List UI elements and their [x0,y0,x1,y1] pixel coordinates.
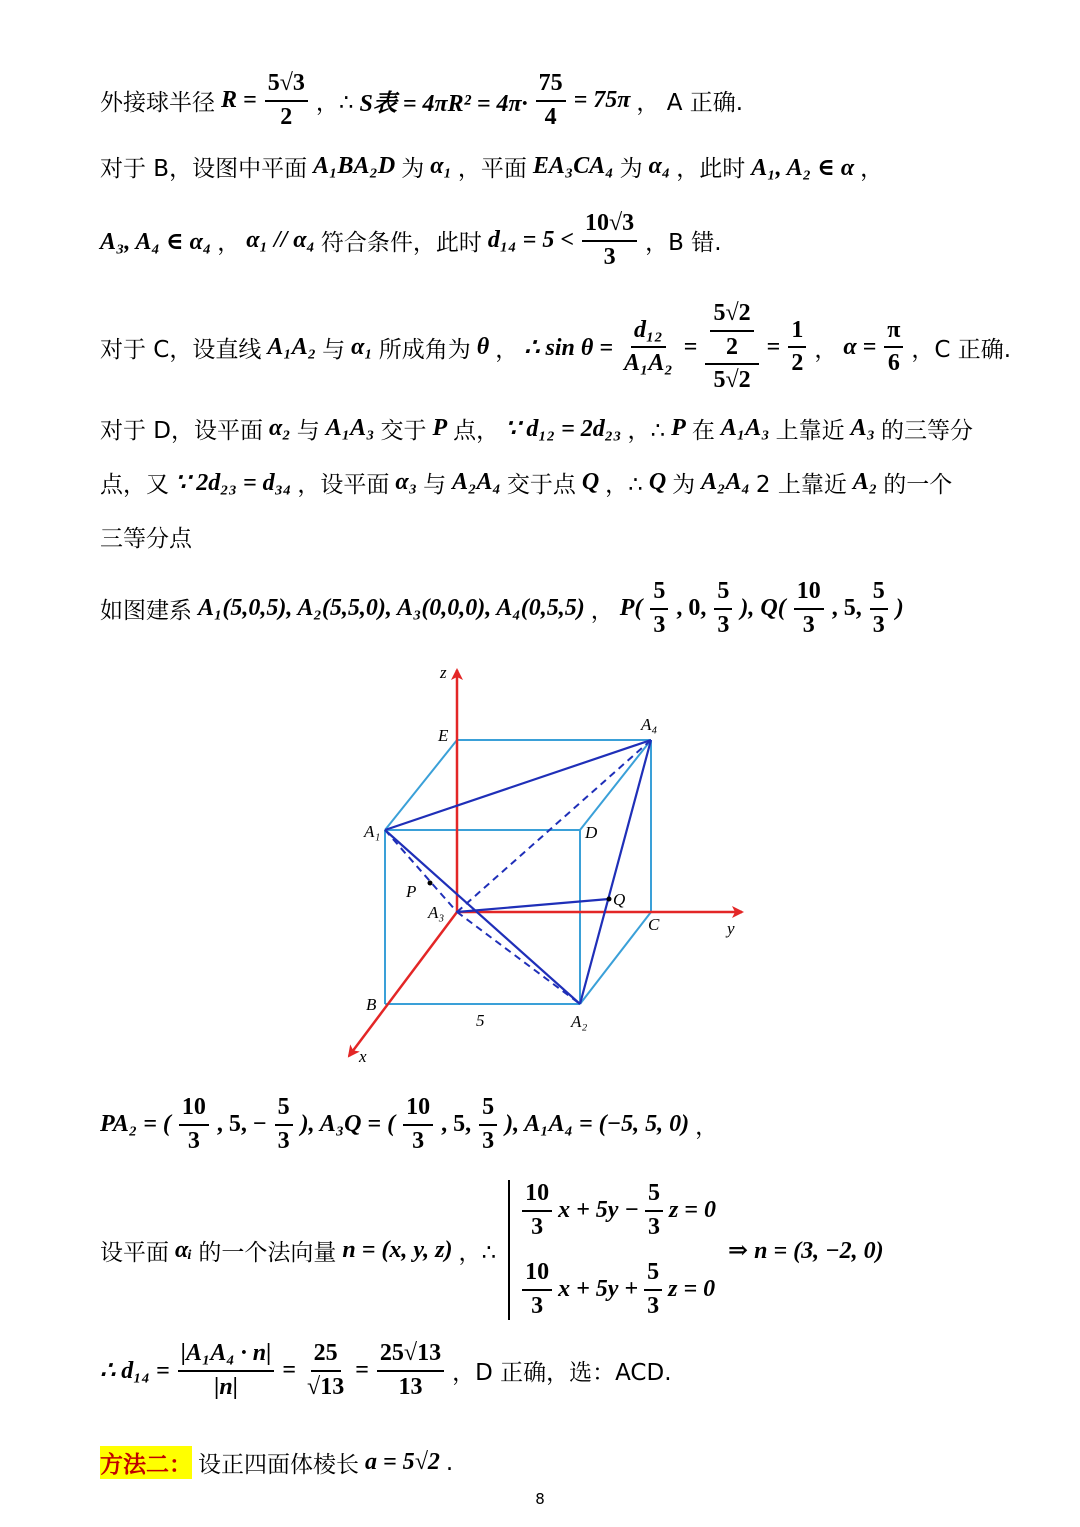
math: = [683,333,698,360]
math: = [282,1357,297,1384]
text: 与 [423,472,447,498]
text: 交于点 [506,472,576,498]
math: Q [581,469,600,495]
fraction: $\frac{10}{3}$ [403,1094,433,1155]
x-axis [349,912,457,1056]
text: ， [695,1114,719,1141]
tetra-edge [457,899,609,912]
text: 为 [619,156,643,182]
text: ，D 正确，选：ACD. [452,1360,672,1387]
label-e: E [438,726,449,745]
math: = [355,1357,369,1384]
math: ), [740,595,755,622]
math: A₃ [850,415,875,441]
math: A₁, A₂ ∈ α [751,154,855,181]
math: θ [476,333,490,360]
fraction: $\frac{\pi}{6}$ [884,317,903,378]
label-a4: A₄ [641,715,658,734]
fraction: $\frac{5}{3}$ [650,578,668,639]
fraction: $\frac{5}{3}$ [714,578,732,639]
tetra-edge-dashed [457,740,651,912]
fraction: $\frac{10√3}{3}$ [582,210,637,271]
text: 的一个法向量 [198,1239,337,1266]
text: 与 [296,418,320,444]
math: , 5, − [216,1111,267,1138]
fraction: $\frac{\text{d₁₂}}{\text{A₁A₂}}$ [624,316,673,377]
text: 所成角为 [378,336,471,363]
text: 的一个 [883,472,953,498]
text: 如图建系 [100,598,192,625]
tetra-edge [385,740,651,830]
text: ，此时 [676,156,746,182]
point-p-dot [428,881,433,886]
math: ∴ sin θ = [524,334,614,361]
math: ∵ d₁₂ = 2d₂₃ [505,416,622,442]
label-a1: A₁ [364,822,381,841]
cube-edge [385,740,457,830]
text: ， A 正确. [636,90,744,117]
math: ⇒ n = (3, −2, 0) [727,1238,884,1265]
math: α = [843,333,877,360]
label-a3: A₃ [428,903,445,922]
tetra-edge-dashed [457,912,580,1004]
fraction: $\frac{5}{3}$ [275,1094,293,1155]
fraction: $\frac{\text{|A₁A₄ · n|}}{|n|}$ [178,1340,275,1401]
math: A₃, A₄ ∈ α₄ [100,228,212,255]
label-b: B [366,995,377,1014]
text: 设正四面体棱长 [198,1452,359,1478]
text: 交于 [380,418,427,444]
math: α₁ [430,153,452,179]
math: , 5, [831,595,862,622]
math: α₃ [395,469,418,495]
text: ， [590,598,614,625]
label-q: Q [613,890,626,909]
text: 为 [672,472,696,498]
math: S表 = 4πR² = 4π· [359,91,528,118]
text: 2 上靠近 [755,472,847,498]
text: . [445,1449,454,1476]
label-axis-z: z [440,663,447,682]
label-d: D [585,823,598,842]
fraction: $\frac{10}{3}$ [179,1094,209,1155]
text: 对于 D，设平面 [100,418,264,444]
text: 对于 B，设图中平面 [100,156,308,182]
math: ∴ d₁₄ = [100,1358,170,1385]
tetra-edge-dashed [385,830,457,912]
text: ，设平面 [297,472,390,498]
tetra-edge [385,830,580,1004]
fraction: $\frac{5√3}{2}$ [265,70,308,131]
math: A₂ [852,469,878,495]
fraction: $\frac{5}{3}$ [479,1094,497,1155]
math: , 5, [441,1111,472,1138]
math: ∵ 2d₂₃ = d₃₄ [175,470,292,496]
math: ) [895,595,904,622]
equation-system: $\frac{10}{3}$ x + 5y − $\frac{5}{3}$ z = 0 $\frac{10}{3}$ x + 5y + $\frac{5}{3}$ z = 0 [508,1180,716,1320]
math: = [766,333,781,360]
math: αᵢ [175,1236,193,1263]
point-q-dot [607,897,612,902]
text: 的三等分 [880,418,973,444]
text: 与 [322,336,346,363]
text: ， [860,156,884,182]
math: A₂A₄ [452,469,501,495]
line-method-two [100,1446,453,1479]
math: A₂A₄ [701,469,750,495]
text: 外接球半径 [100,90,215,117]
math: A₁A₂ [267,333,317,360]
text: 符合条件，此时 [320,230,482,257]
text: 为 [401,156,425,182]
fraction: $\frac{5}{3}$ [870,578,888,639]
label-axis-x: x [359,1047,367,1066]
math: EA₃CA₄ [532,153,614,179]
label-axis-y: y [727,919,735,938]
math: α₄ [648,153,671,179]
math: A₁(5,0,5), A₂(5,5,0), A₃(0,0,0), A₄(0,5,5) [198,595,585,622]
text: 上靠近 [775,418,845,444]
text: ， [814,336,838,363]
fraction: $\frac{25√13}{13}$ [377,1340,444,1401]
math: , 0, [676,595,707,622]
fraction-nested: $\frac{\frac{5√2}{2}}{5√2}$ [705,300,758,395]
math: PA₂ = ( [100,1111,171,1138]
label-c: C [648,915,660,934]
text: ，∴ [627,418,666,444]
math: A₁A₃ [325,415,375,441]
fraction: $\frac{25}{√13}$ [307,1340,345,1400]
text: ，∴ [315,90,354,117]
text: ，B 错. [645,230,722,257]
method-two-label: 方法二： [100,1446,192,1479]
math: P [671,415,686,441]
line-distance [100,1340,672,1401]
math: α₁ // α₄ [246,227,315,254]
text: ，∴ [605,472,643,498]
math: P [432,415,448,441]
math: R = [221,87,257,114]
text: 三等分点 [100,526,192,552]
math: A₁A₃ [720,415,770,441]
text: ，∴ [458,1239,497,1266]
math: n = (x, y, z) [342,1236,453,1263]
fraction: $\frac{10}{3}$ [794,578,824,639]
text: 在 [691,418,715,444]
text: 点，又 [100,472,169,498]
cube-edge [580,740,651,830]
fraction: $\frac{1}{2}$ [788,317,806,378]
math: a = 5√2 [365,1449,440,1475]
label-a2: A₂ [571,1012,588,1031]
text: 设平面 [100,1239,169,1266]
tetra-edge [580,740,651,1004]
page-number: 8 [535,1490,545,1508]
label-edge-length: 5 [476,1011,485,1030]
text: 对于 C，设直线 [100,336,262,363]
label-p: P [406,882,417,901]
math: A₁BA₂D [313,153,396,179]
math: α₁ [351,333,373,360]
math: Q( [760,595,786,622]
text: 点， [453,418,500,444]
math: ), A₃Q = ( [300,1111,396,1138]
text: ，平面 [457,156,527,182]
text: ， [217,230,241,257]
math: d₁₄ = 5 < [487,227,574,254]
text: ， [495,336,519,363]
math: ), A₁A₄ = (−5, 5, 0) [505,1111,690,1138]
math: α₂ [269,415,291,441]
math: = 75π [573,87,631,114]
text: ，C 正确. [911,336,1012,363]
line-vectors [100,1094,718,1155]
math: Q [648,469,667,495]
line-normal-vector [100,1180,884,1320]
math: P( [619,595,643,622]
fraction: $\frac{75}{4}$ [536,70,566,131]
cube-edge [580,912,651,1004]
